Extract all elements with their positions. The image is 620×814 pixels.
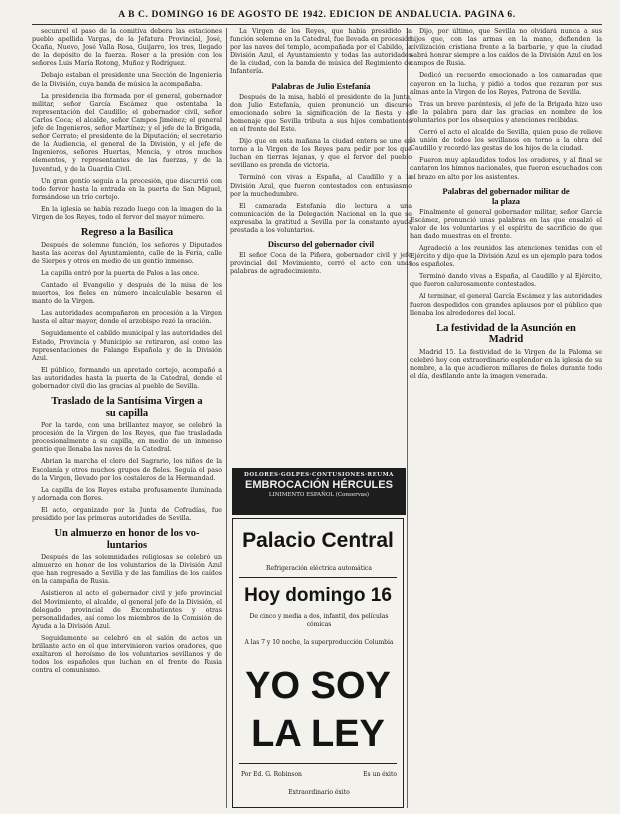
- heading-line: luntarios: [106, 539, 148, 551]
- paragraph: Por la tarde, con una brillantez mayor, se celebró la procesión de la Virgen de los Reyes, que fue trasladada procesionalmente a su capilla, en medio de un inmenso gentío que llenaba las naves de la Catedral.: [32, 422, 222, 454]
- paragraph: Madrid 15. La festividad de la Virgen de la Paloma se celebró hoy con extraordinario esplendor en la iglesia de su nombre, a la que acudieron millares de fieles durante todo el día, desfilando ante la imagen venerada.: [410, 348, 602, 380]
- heading-regreso: Regreso a la Basílica: [80, 227, 174, 239]
- paragraph: Agradeció a los reunidos las atenciones tenidas con el Ejército y dijo que la División Azul es un ejemplo para todos los españoles.: [410, 244, 602, 269]
- paragraph: La capilla de los Reyes estaba profusamente iluminada y adornada con flores.: [32, 486, 222, 502]
- heading-palabras-gobernador: [410, 186, 602, 206]
- paragraph: La Virgen de los Reyes, que había presidido la función solemne en la Catedral, fue llevada en procesión por las naves del templo, acompañada por el Cabildo, la División Azul, el Ayuntamiento y todas las autoridades de la ciudad, con la banda de música del Regimiento de Infantería.: [230, 28, 412, 76]
- credit-left: Por Ed. G. Robinson: [241, 771, 302, 778]
- heading-line: la plaza: [491, 195, 521, 206]
- heading-palabras-estefania: Palabras de Julio Estefanía: [271, 80, 371, 91]
- paragraph: Cantado el Evangelio y después de la misa de los muertos, los fieles en número incalculable besaron el manto de la Virgen.: [32, 281, 222, 306]
- heading-festividad: [410, 323, 602, 346]
- paragraph: Un gran gentío seguía a la procesión, que discurrió con todo fervor hasta la entrada en la puerta de San Miguel, formándose un trío cortejo.: [32, 177, 222, 201]
- ad-palacio-central: [232, 518, 404, 808]
- column-2: [230, 28, 412, 466]
- paragraph: Seguidamente se celebró en el salón de actos un brillante acto en el que intervinieron varios oradores, que exaltaron el heroísmo de los voluntarios sevillanos y de todos los españoles que luchan en el frente de Rusia contra el comunismo.: [32, 634, 222, 675]
- paragraph: Fueron muy aplaudidos todos los oradores, y al final se cantaron los himnos nacionales, que fueron escuchados con el brazo en alto por los asistentes.: [410, 157, 602, 181]
- paragraph: Terminó con vivas a España, al Caudillo y a la División Azul, que fueron contestados con entusiasmo por la muchedumbre.: [230, 174, 412, 198]
- ad-line: LINIMENTO ESPAÑOL (Conservas): [268, 492, 370, 498]
- ad-rule: [239, 763, 397, 764]
- movie-credit: [241, 771, 397, 779]
- heading-line: su capilla: [105, 407, 149, 419]
- heading-line: Palabras del gobernador militar de: [442, 185, 570, 196]
- paragraph: La capilla entró por la puerta de Palos a las once.: [41, 269, 200, 277]
- paragraph: El señor Coca de la Piñera, gobernador civil y jefe provincial del Movimiento, cerró el acto con unas palabras de agradecimiento.: [230, 252, 412, 276]
- paragraph: Abrían la marcha el clero del Sagrario, los niños de la Escolanía y otros muchos grupos de fieles. Seguía el paso de la Virgen, llevado por los costaleros de la Hermandad.: [32, 458, 222, 482]
- credit-right: Es un éxito: [363, 771, 397, 778]
- cinema-title: Palacio Central: [242, 529, 394, 552]
- cinema-schedule: De cinco y media a dos, infantil, dos películas cómicas: [249, 613, 389, 628]
- column-1: [32, 28, 222, 808]
- cinema-subtitle: Refrigeración eléctrica automática: [266, 565, 372, 572]
- page-header: A B C. DOMINGO 16 DE AGOSTO DE 1942. EDICION DE ANDALUCIA. PAGINA 6.: [118, 10, 516, 20]
- ad-line: DOLORES·GOLPES·CONTUSIONES·REUMA: [244, 472, 394, 478]
- paragraph: secunrel el paso de la comitiva debera las estaciones pueblo apellida Vargas, de la Jefatura Provincial, José, Ocaña, Nuevo, José Valla Rosa, Guijarro, los tres, llegado de la depósito de la fuerza. Roser a la presión con los señores Luis María Rotong, Muñoz y Rodríguez.: [32, 28, 222, 68]
- paragraph: Después de la misa, habló el presidente de la Junta, don Julio Estefanía, quien pronunció un discurso emocionado sobre la significación de la fiesta y el homenaje que Sevilla tributa a sus hijos combatientes en el frente del Este.: [230, 93, 412, 133]
- paragraph: Debajo estaban el presidente una Sección de Ingeniería de la División, cuya banda de música la acompañaba.: [32, 72, 222, 88]
- column-divider-1: [226, 28, 227, 808]
- paragraph: En la iglesia se había rezado luego con la imagen de la Virgen de los Reyes, todo el fervor del mayor número.: [32, 205, 222, 221]
- heading-traslado: [32, 396, 222, 419]
- heading-line: La festividad de la Asunción en: [436, 322, 576, 334]
- paragraph: Las autoridades acompañaron en procesión a la Virgen hasta el altar mayor, donde el arzobispo rezó la oración.: [32, 310, 222, 326]
- paragraph: Tras un breve paréntesis, el jefe de la Brigada hizo uso de la palabra para dar las gracias en nombre de los voluntarios por los obsequios y atenciones recibidas.: [410, 100, 602, 124]
- paragraph: El público, formando un apretado cortejo, acompañó a las autoridades hasta la puerta de la Catedral, donde el gobernador civil dio las gracias al pueblo de Sevilla.: [32, 366, 222, 390]
- ad-brand: EMBROCACIÓN HÉRCULES: [245, 479, 393, 491]
- paragraph: Dedicó un recuerdo emocionado a los camaradas que cayeron en la lucha, y pidió a todos que rezaran por sus almas ante la Virgen de los Reyes, Patrona de Sevilla.: [410, 72, 602, 96]
- paragraph: La presidencia iba formada por el general, gobernador militar, señor García Escámez que ostentaba la representación del Caudillo; el gobernador civil, señor Carlos Coca; el alcalde, señor Campos Jiménez; el general jefe de Ingenieros, señor Martínez; y el jefe de la Brigada, señor Cerrato; el presidente de la Diputación; el secretario de la Audiencia, el general de la División, y el jefe de Ingenieros, señores Huertas, Mencía, y otros muchos elementos, y representantes de las fuerzas, y de la Juventud, y de la Guardia Civil.: [32, 92, 222, 173]
- paragraph: Al terminar, el general García Escámez y las autoridades fueron despedidos con grandes aplausos por el público que llenaba los alrededores del local.: [410, 293, 602, 317]
- ad-footer: Extraordinario éxito: [288, 789, 350, 796]
- heading-discurso: Discurso del gobernador civil: [267, 239, 375, 250]
- cinema-schedule: A las 7 y 10 noche, la superproducción Columbia: [244, 639, 394, 646]
- movie-title-line: LA LEY: [251, 713, 385, 755]
- paragraph: El acto, organizado por la Junta de Cofradías, fue presidido por las primeras autoridades de Sevilla.: [32, 506, 222, 522]
- paragraph: Seguidamente el cabildo municipal y las autoridades del Estado, Provincia y Municipio se retiraron, así como las representaciones de Falange Española y de la División Azul.: [32, 330, 222, 362]
- paragraph: Cerró el acto el alcalde de Sevilla, quien puso de relieve la unión de todos los sevillanos en torno a la obra del Caudillo y recordó las gestas de los hijos de la ciudad.: [410, 129, 602, 153]
- column-3: [410, 28, 602, 808]
- paragraph: Dijo que en esta mañana la ciudad entera se une en torno a la Virgen de los Reyes para pedir por los que luchan en tierras lejanas, y que el fervor del pueblo sevillano es prenda de victoria.: [230, 138, 412, 170]
- paragraph: Después de solemne función, los señores y Diputados hasta las aceras del Ayuntamiento, calle de la Feria, calle de Sierpes y otros en medio de un gentío inmenso.: [32, 241, 222, 265]
- heading-almuerzo: [32, 528, 222, 551]
- heading-line: Traslado de la Santísima Virgen a: [51, 396, 203, 408]
- movie-title-line: YO SOY: [245, 665, 391, 707]
- ad-rule: [239, 577, 397, 578]
- paragraph: Finalmente el general gobernador militar, señor García Escámez, pronunció unas palabras en las que ensalzó el valor de los voluntarios y el espíritu de sacrificio de que han dado muestras en el frente.: [410, 208, 602, 240]
- heading-line: Un almuerzo en honor de los vo-: [54, 528, 200, 540]
- cinema-date: Hoy domingo 16: [244, 585, 392, 606]
- heading-line: Madrid: [488, 334, 524, 346]
- paragraph: Después de las solemnidades religiosas se celebró un almuerzo en honor de los voluntarios de la División Azul que han regresado a Sevilla y de las familias de los caídos en la campaña de Rusia.: [32, 554, 222, 586]
- paragraph: Asistieron al acto el gobernador civil y jefe provincial del Movimiento, el alcalde, el general jefe de la División, el delegado provincial de Excombatientes y otras personalidades, así como los miembros de la Comisión de Ayuda a la División Azul.: [32, 590, 222, 630]
- paragraph: El camarada Estefanía dio lectura a una comunicación de la Delegación Nacional en la que se expresaba la gratitud a Sevilla por la constante ayuda prestada a los voluntarios.: [230, 202, 412, 234]
- header-rule: [32, 24, 602, 25]
- paragraph: Terminó dando vivas a España, al Caudillo y al Ejército, que fueron calurosamente contestados.: [410, 273, 602, 289]
- paragraph: Dijo, por último, que Sevilla no olvidará nunca a sus hijos que, con las armas en la mano, defienden la civilización cristiana frente a la barbarie, y que la ciudad sabrá honrar siempre a los caídos de la División Azul en los campos de Rusia.: [410, 28, 602, 68]
- ad-embrocacion: [232, 468, 406, 515]
